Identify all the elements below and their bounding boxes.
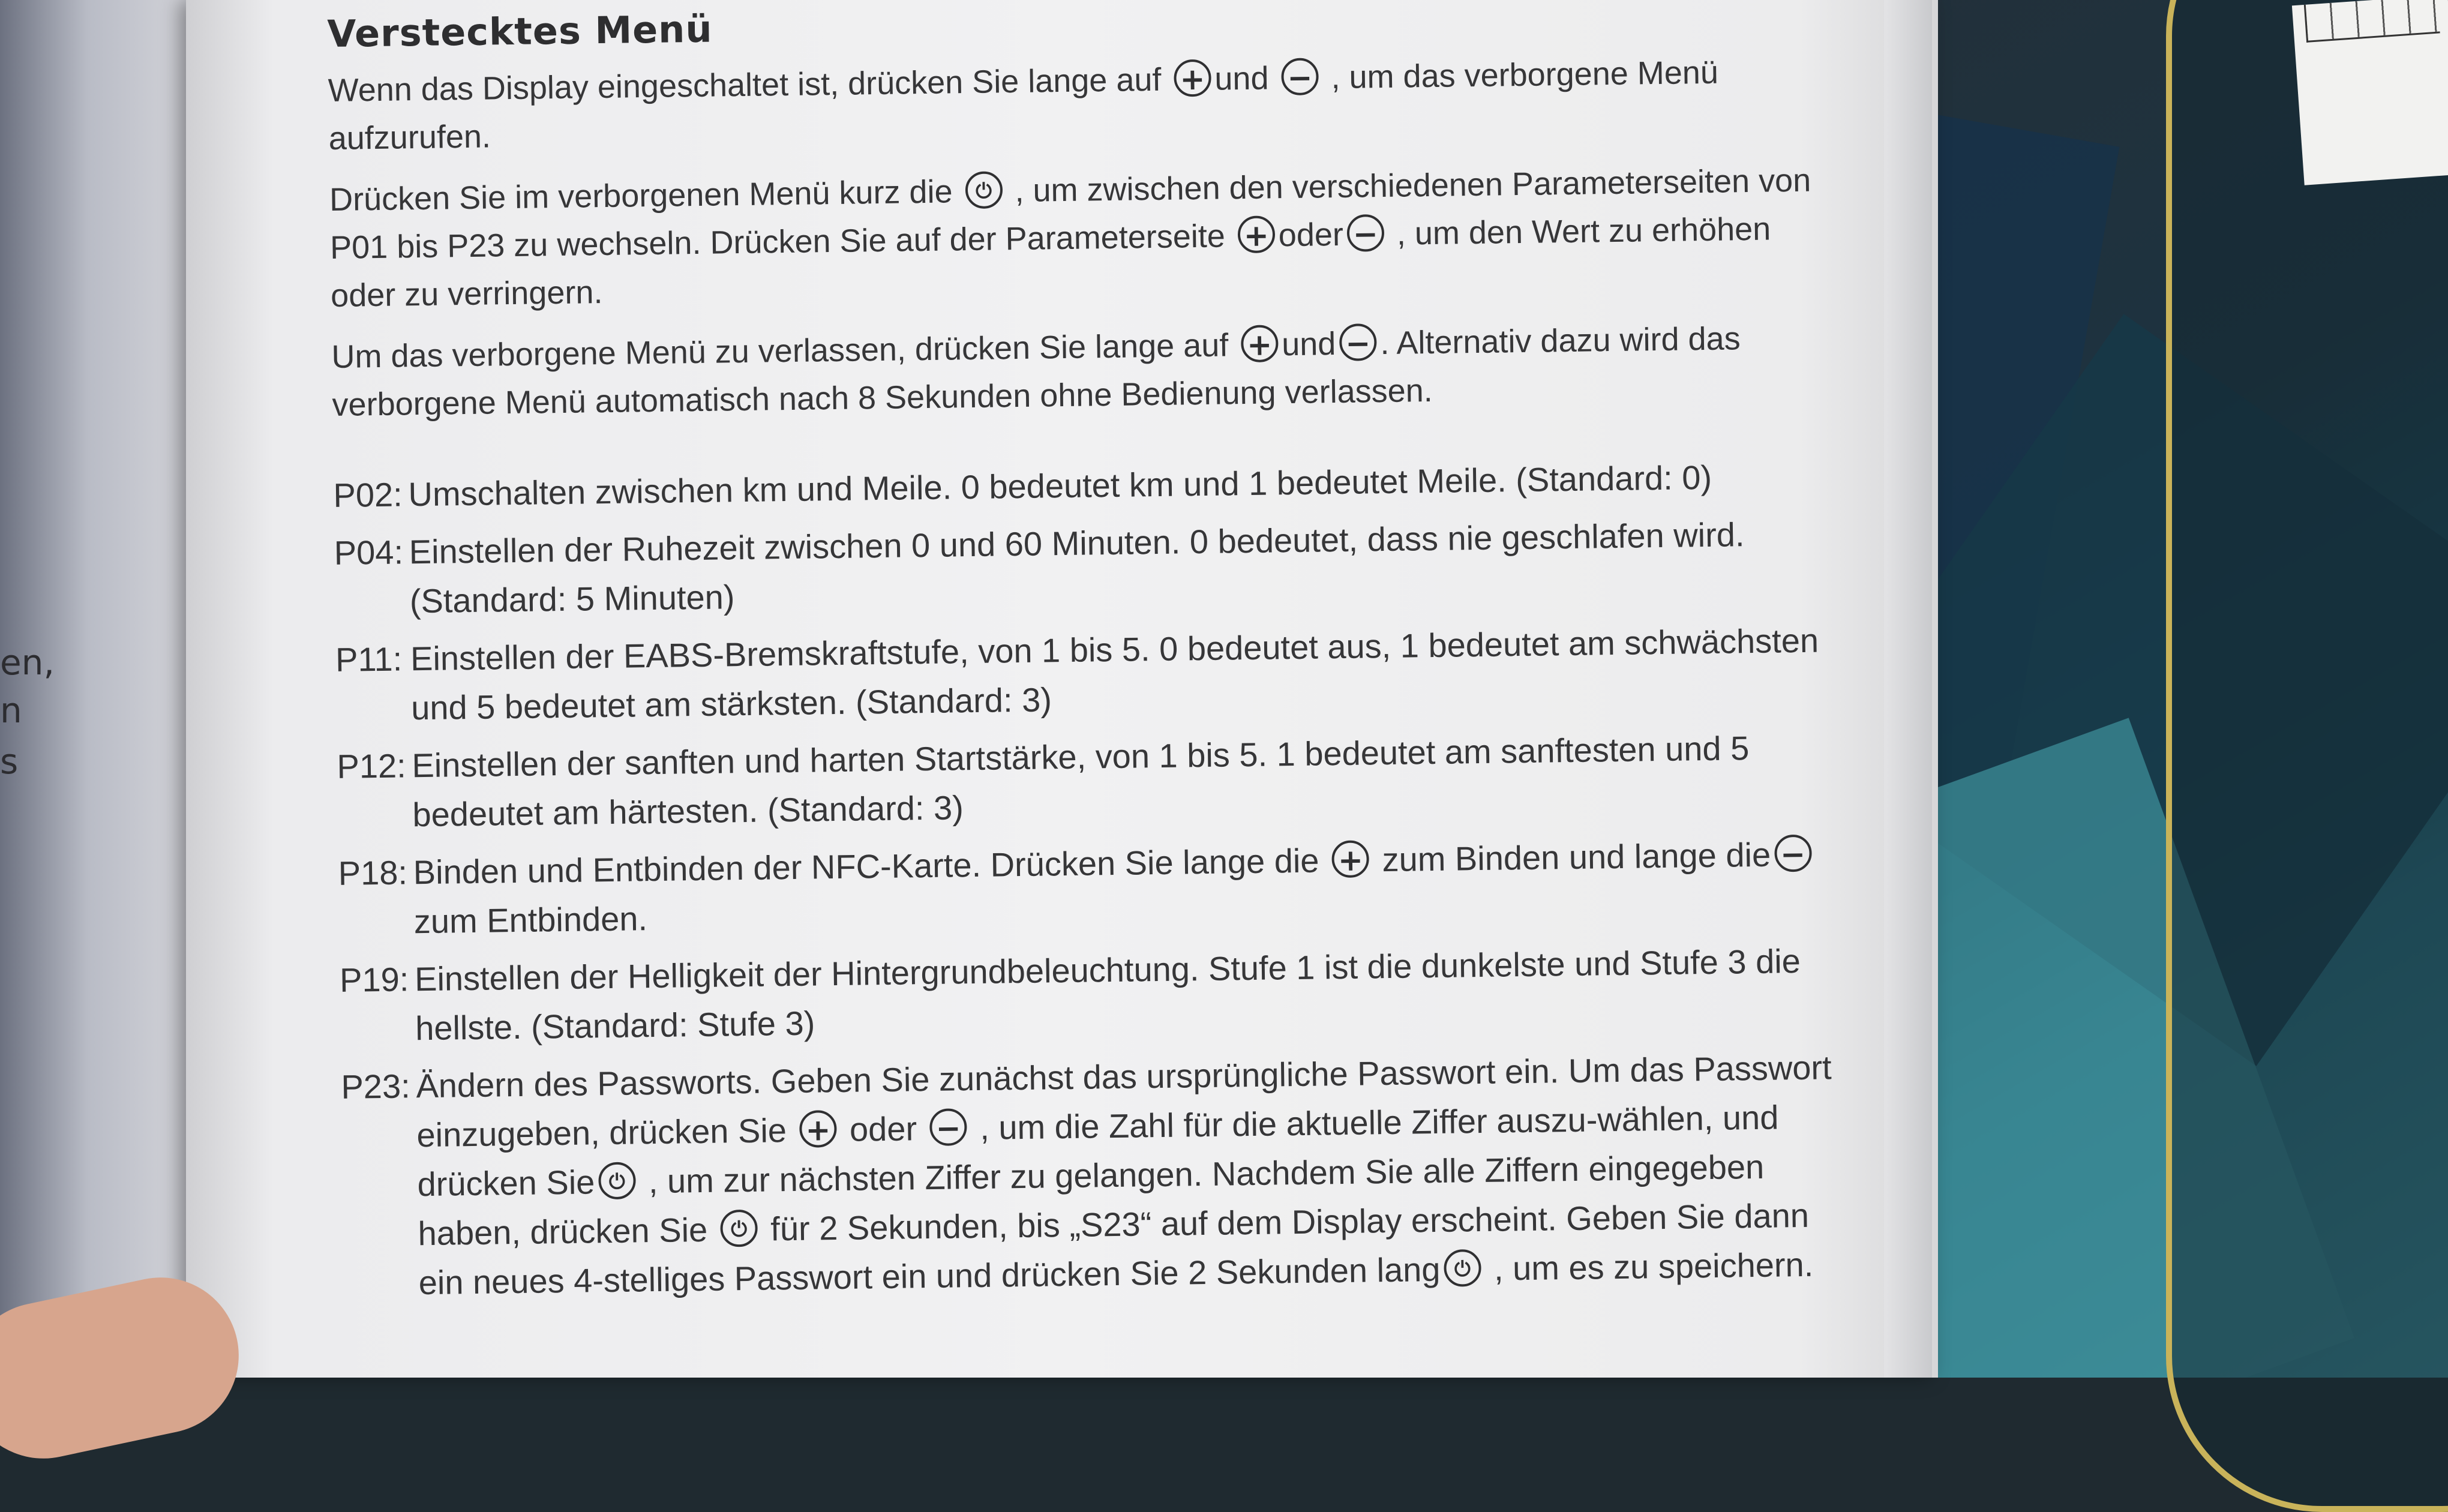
power-icon: ⏻ [720,1210,758,1247]
intro-text: Drücken Sie im verborgenen Menü kurz die [329,173,953,218]
param-text: , um es zu speichern. [1493,1245,1814,1288]
left-page-fragment: s [0,741,19,782]
left-page-fragment: n [0,690,22,731]
intro-text: Um das verborgene Menü zu verlassen, drücken Sie lange auf [331,327,1229,375]
intro-text: und [1214,60,1269,97]
param-text: Ändern des Passworts. Geben Sie zunächst das ursprüngliche Passwort ein. Um das Passwort einzugeben, drücken Sie [416,1048,1832,1154]
minus-icon: − [1346,214,1384,252]
power-icon: ⏻ [1444,1249,1481,1287]
param-code: P12: [337,746,407,785]
param-text: oder [849,1109,917,1148]
param-p11 [335,616,1849,734]
param-description: Einstellen der Helligkeit der Hintergrundbeleuchtung. Stufe 1 ist die dunkelste und Stufe 3 die hellste. (Standard: Stufe 3) [414,941,1801,1048]
intro-text: , um das verborgene Menü aufzurufen. [328,54,1719,157]
intro-text: Wenn das Display eingeschaltet ist, drücken Sie lange auf [328,61,1162,109]
param-description [416,1043,1856,1307]
param-description: Einstellen der EABS-Bremskraftstufe, von 1 bis 5. 0 bedeutet aus, 1 bedeutet am schwächsten und 5 bedeutet am stärksten. (Standard: 3) [410,621,1819,727]
param-code: P18: [338,853,408,892]
manual-section [327,0,1856,1317]
plus-icon: + [1332,841,1370,878]
minus-icon: − [929,1108,967,1146]
plus-icon: + [1241,325,1279,362]
plus-icon: + [1237,215,1275,253]
param-description: Einstellen der Ruhezeit zwischen 0 und 60 Minuten. 0 bedeutet, dass nie geschlafen wird. (Standard: 5 Minuten) [409,515,1745,620]
paper-grid [2304,0,2440,43]
section-heading: Verstecktes Menü [327,7,713,56]
intro-text: , um zwischen den verschiedenen Parameterseiten von P01 bis P23 zu wechseln. Drücken Sie auf der Parameterseite [329,162,1811,266]
left-page-fragment: en, [0,642,55,683]
parameter-list [333,451,1856,1309]
param-p12 [337,722,1850,841]
page-edge [1884,0,1932,1378]
param-description: Umschalten zwischen km und Meile. 0 bedeutet km und 1 bedeutet Meile. (Standard: 0) [408,458,1712,514]
param-text: zum Binden und lange die [1382,835,1771,879]
param-text: , um die Zahl für die aktuelle Ziffer auszu-wählen, und drücken Sie [417,1098,1779,1204]
param-p04 [334,509,1847,627]
minus-icon: − [1774,835,1812,872]
paper-note [2292,0,2448,185]
param-code: P11: [335,640,403,679]
intro-paragraph-navigate [329,156,1843,320]
param-p02 [333,451,1846,520]
glass-pad [2166,0,2448,1512]
param-code: P19: [339,960,409,999]
param-description [413,829,1851,946]
power-icon: ⏻ [598,1162,636,1200]
param-code: P02: [333,475,403,514]
intro-text: , um den Wert zu erhöhen oder zu verringern. [330,211,1771,314]
param-p23 [341,1043,1856,1309]
param-p18 [338,829,1851,947]
intro-text: . Alternativ dazu wird das verborgene Menü automatisch nach 8 Sekunden ohne Bedienung verlassen. [332,320,1741,423]
minus-icon: − [1281,58,1319,95]
minus-icon: − [1339,323,1377,361]
param-description: Einstellen der sanften und harten Startstärke, von 1 bis 5. 1 bedeutet am sanftesten und 5 bedeutet am härtesten. (Standard: 3) [412,729,1750,834]
plus-icon: + [799,1110,837,1148]
intro-text: oder [1278,216,1344,254]
param-text: Binden und Entbinden der NFC-Karte. Drücken Sie lange die [413,841,1319,892]
intro-text: und [1281,326,1336,363]
param-code: P04: [334,533,404,572]
param-code: P23: [341,1067,411,1106]
param-text: , um zur nächsten Ziffer zu gelangen. Nachdem Sie alle Ziffern eingegeben haben, drücken Sie [418,1147,1765,1253]
intro-paragraph-exit [331,313,1844,429]
plus-icon: + [1174,59,1211,97]
param-text: zum Entbinden. [413,899,648,941]
param-p19 [340,936,1853,1054]
intro-paragraph-open-menu [328,47,1841,163]
power-icon: ⏻ [965,171,1003,209]
param-text: für 2 Sekunden, bis „S23“ auf dem Display erscheint. Geben Sie dann ein neues 4-stelliges Passwort ein und drücken Sie 2 Sekunden lang [418,1196,1810,1302]
